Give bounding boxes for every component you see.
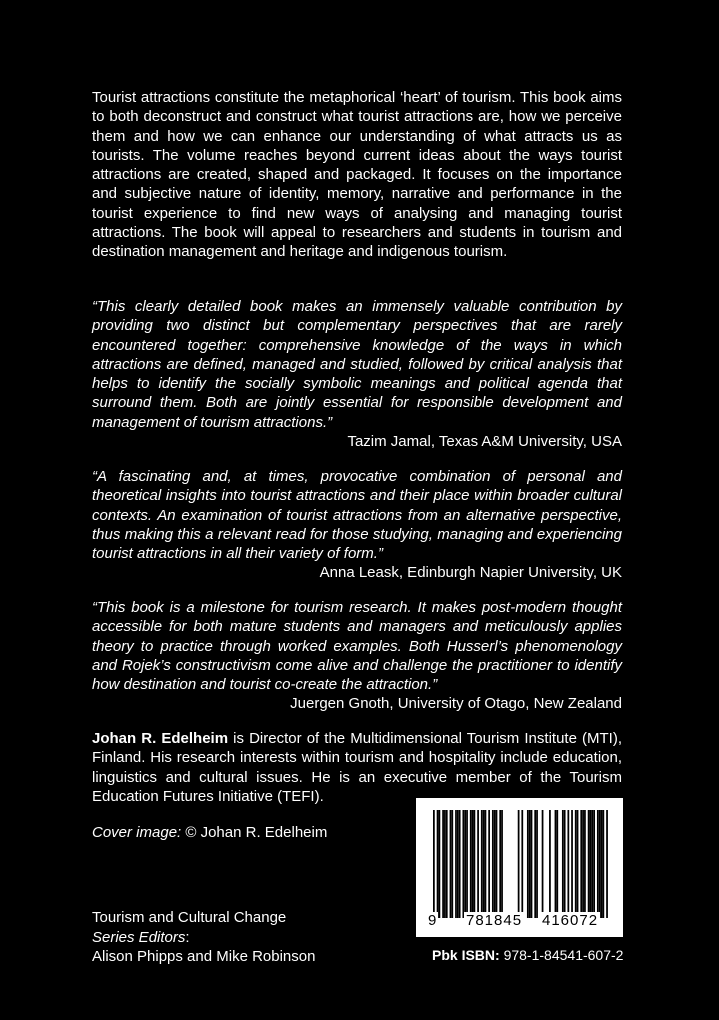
barcode-bar [450,810,452,918]
isbn-number: 978-1-84541-607-2 [499,947,624,963]
barcode-left-digits: 781845 [466,912,523,929]
barcode-bar [527,810,529,918]
barcode-bar [602,810,604,918]
barcode-bar [518,810,520,918]
barcode-bar [494,810,496,918]
barcode-bar [457,810,459,918]
barcode-bar [601,810,603,918]
barcode-bar [590,810,592,918]
barcode-bars [433,810,608,918]
barcode-bar [446,810,448,918]
endorsement-attribution: Tazim Jamal, Texas A&M University, USA [347,433,622,451]
barcode-bar [531,810,533,918]
barcode-bar [599,810,601,918]
barcode-bar [492,810,494,918]
endorsement-3 [92,598,622,714]
barcode-bar [433,810,435,918]
barcode-right-digits: 416072 [542,912,599,929]
barcode-bar [451,810,453,918]
endorsement-attribution: Anna Leask, Edinburgh Napier University, UK [319,564,622,582]
barcode-bar [529,810,531,918]
barcode-bar [477,810,479,918]
barcode-bar [442,810,444,918]
barcode-bar [549,810,551,918]
barcode-bar [462,810,464,918]
barcode-bar [534,810,536,918]
barcode-bar [564,810,566,918]
barcode-bar [455,810,457,918]
series-info [92,908,315,967]
barcode-bar [542,810,544,918]
series-editors-label: Series Editors [92,928,186,946]
barcode-bar [501,810,503,918]
barcode-bar [499,810,501,918]
barcode-bar [444,810,446,918]
barcode-bar [556,810,558,918]
barcode-bar [472,810,474,918]
endorsement-attribution: Juergen Gnoth, University of Otago, New Zealand [290,695,622,713]
isbn-line [432,946,623,964]
barcode-bar [567,810,569,918]
barcode-bar [488,810,490,918]
barcode-bar [571,810,573,918]
barcode-bar [439,810,441,918]
barcode-bar [521,810,523,918]
series-editors-colon: : [185,928,190,946]
cover-credit-label: Cover image: [92,824,182,841]
barcode-bar [577,810,579,918]
barcode-bar [496,810,498,918]
author-bio [92,729,622,806]
endorsement-2 [92,467,622,583]
barcode-bar [474,810,476,918]
barcode-bar [593,810,595,918]
barcode-bar [466,810,468,918]
endorsement-1 [92,297,622,451]
barcode-bar [588,810,590,918]
barcode-lead-digit: 9 [428,912,437,929]
barcode-bar [470,810,472,918]
series-editors: Alison Phipps and Mike Robinson [92,948,316,965]
barcode-bar [582,810,584,918]
isbn-label: Pbk ISBN: [432,947,500,963]
barcode-bar [606,810,608,918]
barcode-bar [591,810,593,918]
barcode [416,798,623,937]
barcode-bar [584,810,586,918]
barcode-bar [597,810,599,918]
barcode-bar [437,810,439,918]
barcode-bar [536,810,538,918]
barcode-bar [459,810,461,918]
cover-credit-text: © Johan R. Edelheim [181,824,328,841]
barcode-bar [555,810,557,918]
barcode-bar [580,810,582,918]
author-name: Johan R. Edelheim [92,730,229,747]
barcode-bar [483,810,485,918]
barcode-bar [481,810,483,918]
barcode-bar [575,810,577,918]
cover-credit [92,823,327,842]
barcode-bar [464,810,466,918]
barcode-bar [562,810,564,918]
book-description: Tourist attractions constitute the metaphorical ‘heart’ of tourism. This book aims to both deconstruct and construct what tourist attractions are, how we perceive them and how we can enhance our understanding of what attracts us as tourists. The volume reaches beyond current ideas about the ways tourist attractions are created, shaped and packaged. It focuses on the importance and subjective nature of identity, memory, narrative and performance in the tourist experience to find new ways of analysing and managing tourist attractions. The book will appeal to researchers and students in tourism and destination management and heritage and indigenous tourism. [92,89,622,261]
endorsement-quote: “This book is a milestone for tourism research. It makes post-modern thought accessible for both mature students and managers and meticulously applies theory to practice through worked examples. Both Husserl’s phenomenology and Rojek’s constructivism come alive and challenge the practitioner to identify how destination and tourist co-create the attraction.” [92,599,622,694]
author-bio-text: is Director of the Multidimensional Tourism Institute (MTI), Finland. His research interests within tourism and hospitality include education, linguistics and cultural issues. He is an executive member of the Tourism Education Futures Initiative (TEFI). [92,730,622,805]
barcode-bar [485,810,487,918]
endorsement-quote: “This clearly detailed book makes an immensely valuable contribution by providing two distinct but complementary perspectives that are rarely encountered together: comprehensive knowledge of the ways in which attractions are defined, managed and studied, followed by critical analysis that helps to identify the socially symbolic meanings and political agenda that surround them. Both are jointly essential for responsible development and management of tourism attractions.” [92,298,622,431]
series-editors-heading [92,928,315,948]
series-name: Tourism and Cultural Change [92,909,287,926]
endorsement-quote: “A fascinating and, at times, provocative combination of personal and theoretical insights into tourist attractions and their place within broader cultural contexts. An examination of tourist attractions from an alternative perspective, thus making this a relevant read for those studying, managing and experiencing tourist attractions in all their variety of form.” [92,468,622,563]
barcode-digits [424,912,620,930]
